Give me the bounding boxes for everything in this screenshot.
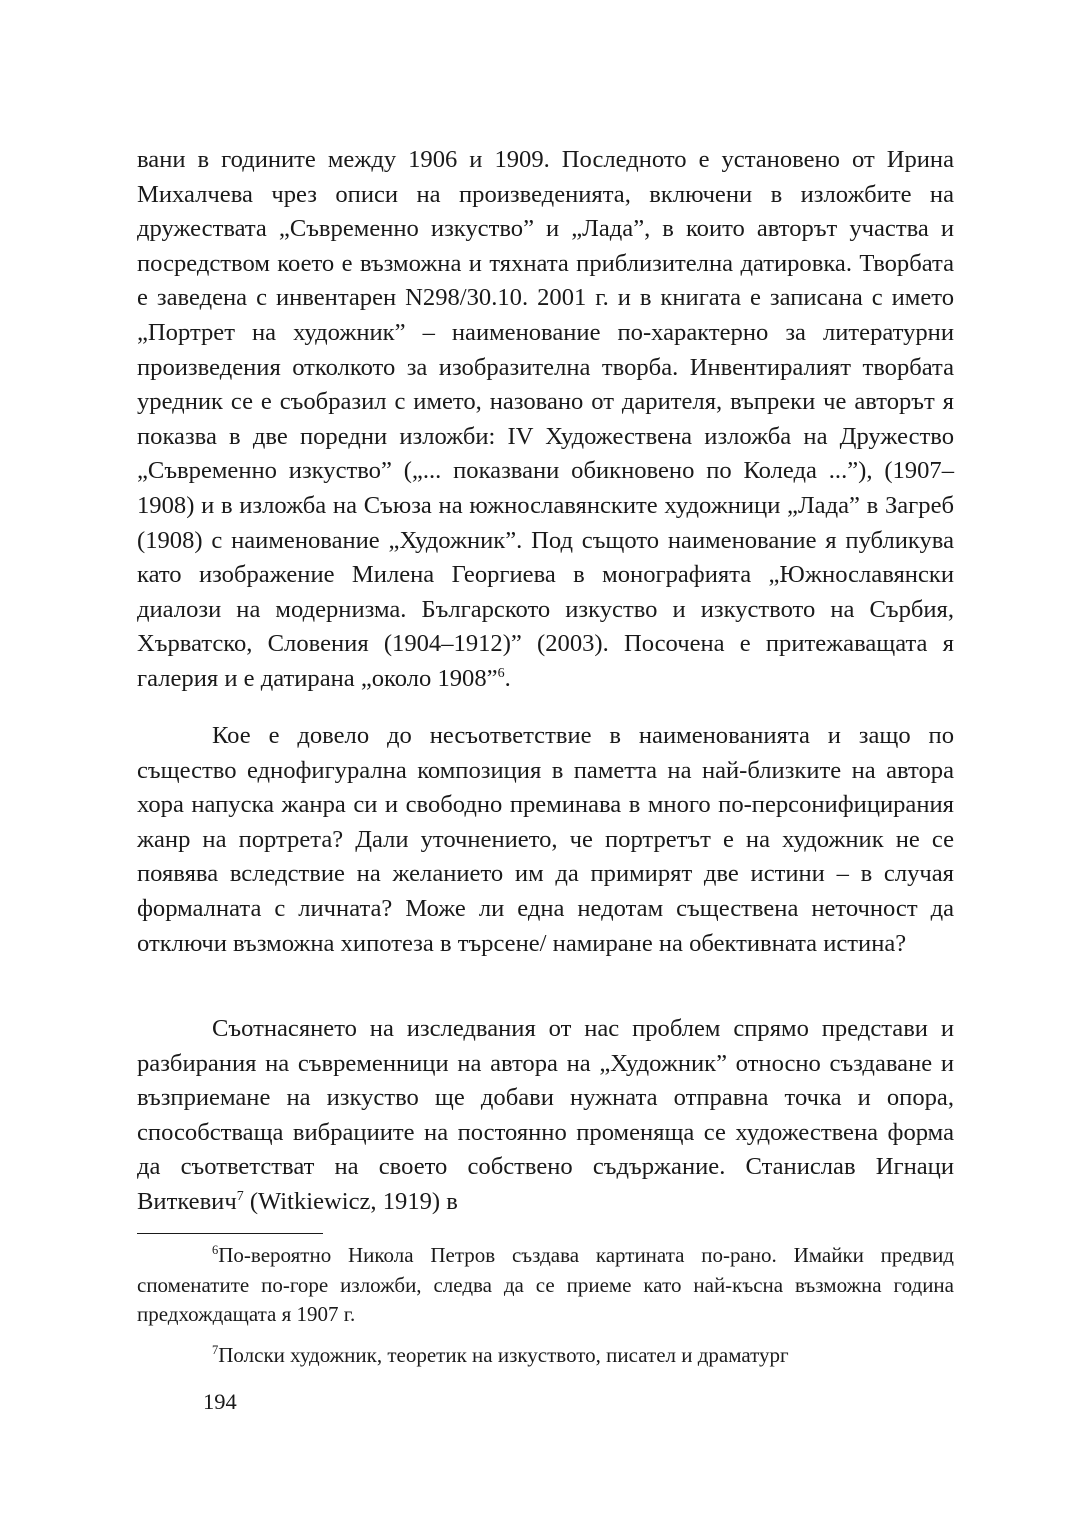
page-number: 194 (203, 1389, 237, 1414)
paragraph-3 (137, 1012, 954, 1220)
paragraph-1-end: . (504, 664, 511, 692)
paragraph-3-text: Съотнасянето на изследвания от нас проблем спрямо представи и разбирания на съвременници на автора на „Художник” относно създаване и възприемане на изкуство ще добави нужната отправна точка и опора, способстваща вибрациите на постоянно променяща се художествена форма да съответстват на своето собствено съдържание. Станислав Игнаци Виткевич (137, 1015, 954, 1215)
footnote-number: 7 (212, 1342, 219, 1357)
paragraph-3-end: (Witkiewicz, 1919) в (243, 1187, 458, 1215)
footnote-number: 6 (212, 1243, 219, 1257)
footnote-text: Полски художник, теоретик на изкуството, писател и драматург (218, 1342, 789, 1367)
footnote-7 (137, 1341, 954, 1371)
footnote-6 (137, 1241, 954, 1330)
footnote-text: По-вероятно Никола Петров създава картината по-рано. Имайки предвид споменатите по-горе изложби, следва да се приеме като най-късна възможна година предхождащата я 1907 г. (137, 1243, 954, 1326)
paragraph-2: Кое е довело до несъответствие в наименованията и защо по същество еднофигурална композиция в паметта на най-близките на автора хора напуска жанра си и свободно преминава в много по-персонифицирания жанр на портрета? Дали уточнението, че портретът е на художник не се появява вследствие на желанието им да примирят две истини – в случая формалната с личната? Може ли една недотам съществена неточност да отключи възможна хипотеза в търсене/ намиране на обективната истина? (137, 722, 954, 957)
paragraph-1-block (137, 143, 954, 697)
footnote-ref-7[interactable]: 7 (236, 1188, 244, 1204)
paragraph-3-block (137, 1012, 954, 1220)
footnote-ref-6[interactable]: 6 (497, 665, 505, 681)
paragraph-2-block (137, 719, 954, 961)
footnote-divider (137, 1233, 323, 1234)
paragraph-1-text: вани в годините между 1906 и 1909. Последното е установено от Ирина Михалчева чрез описи на произведенията, включени в изложбите на дружествата „Съвременно изкуство” и „Лада”, в които авторът участва и посредством което е възможна и тяхната приблизителна датировка. Творбата е заведена с инвентарен N298/30.10. 2001 г. и в книгата е записана с името „Портрет на художник” – наименование по-характерно за литературни произведения отколкото за изобразителна творба. Инвентиралият творбата уредник се е съобразил с името, назовано от дарителя, въпреки че авторът я показва в две поредни изложби: IV Художествена изложба на Дружество „Съвременно изкуство” („... показвани обикновено по Коледа ...”), (1907–1908) и в изложба на Съюза на южнославянските художници „Лада” в Загреб (1908) с наименование „Художник”. Под същото наименование я публикува като изображение Милена Георгиева в монографията „Южнославянски диалози на модернизма. Българското изкуство и изкуството на Сърбия, Хърватско, Словения (1904–1912)” (2003). Посочена е притежаващата я галерия и е датирана „около 1908” (137, 146, 954, 692)
paragraph-1 (137, 143, 954, 697)
footnotes (137, 1241, 954, 1370)
